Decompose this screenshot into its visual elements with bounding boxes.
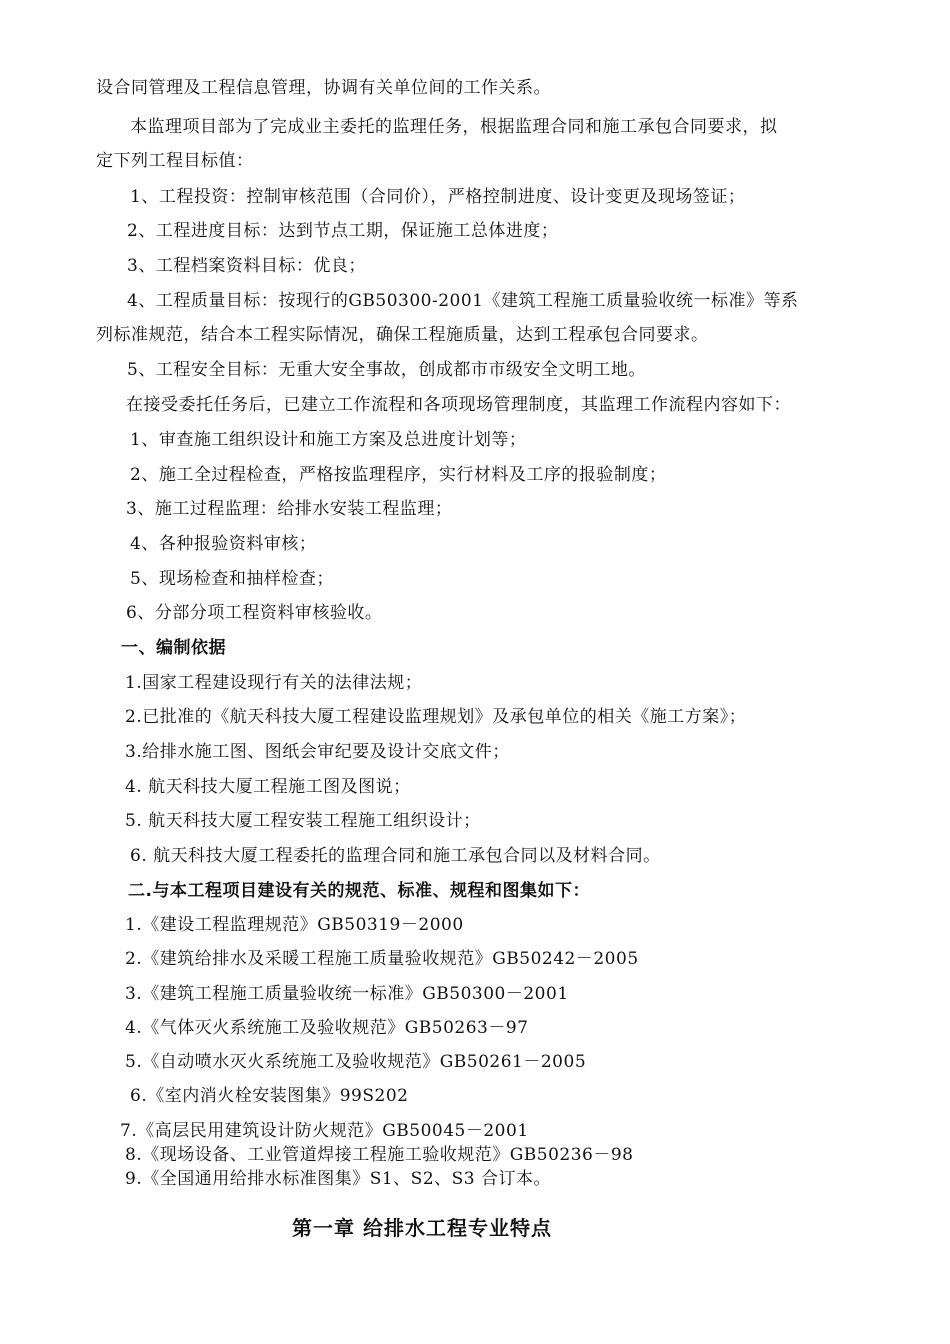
standard-item: 2.《建筑给排水及采暖工程施工质量验收规范》GB50242－2005 [125,949,639,969]
standard-item: 3.《建筑工程施工质量验收统一标准》GB50300－2001 [125,984,569,1004]
standard-item: 7.《高层民用建筑设计防火规范》GB50045－2001 [120,1121,529,1141]
workflow-intro: 在接受委托任务后，已建立工作流程和各项现场管理制度，其监理工作流程内容如下： [126,395,791,415]
standard-item: 1.《建设工程监理规范》GB50319－2000 [125,915,464,935]
target-item: 3、工程档案资料目标：优良； [127,256,366,276]
workflow-item: 6、分部分项工程资料审核验收。 [126,603,383,623]
standard-item: 6.《室内消火栓安装图集》99S202 [130,1086,409,1106]
standard-item: 8.《现场设备、工业管道焊接工程施工验收规范》GB50236－98 [125,1145,634,1165]
target-item: 5、工程安全目标：无重大安全事故，创成都市市级安全文明工地。 [127,360,646,380]
basis-item: 1.国家工程建设现行有关的法律法规； [125,673,423,693]
paragraph-continuation: 设合同管理及工程信息管理，协调有关单位间的工作关系。 [96,78,551,98]
workflow-item: 5、现场检查和抽样检查； [130,569,334,589]
workflow-item: 4、各种报验资料审核； [130,534,317,554]
basis-item: 6. 航天科技大厦工程委托的监理合同和施工承包合同以及材料合同。 [130,846,661,866]
basis-item: 3.给排水施工图、图纸会审纪要及设计交底文件； [125,742,510,762]
target-item-continuation: 列标准规范，结合本工程实际情况，确保工程施质量，达到工程承包合同要求。 [96,325,709,345]
chapter-title: 第一章 给排水工程专业特点 [292,1216,552,1240]
workflow-item: 1、审查施工组织设计和施工方案及总进度计划等； [130,430,527,450]
workflow-item: 3、施工过程监理：给排水安装工程监理； [126,499,453,519]
target-item: 4、工程质量目标：按现行的GB50300-2001《建筑工程施工质量验收统一标准》等系 [127,291,799,311]
target-item: 2、工程进度目标：达到节点工期，保证施工总体进度； [127,221,559,241]
basis-item: 2.已批准的《航天科技大厦工程建设监理规划》及承包单位的相关《施工方案》； [125,707,747,727]
section-heading: 一、编制依据 [121,638,226,658]
basis-item: 4. 航天科技大厦工程施工图及图说； [125,777,411,797]
standard-item: 9.《全国通用给排水标准图集》S1、S2、S3 合订本。 [125,1169,552,1189]
target-item: 1、工程投资：控制审核范围（合同价），严格控制进度、设计变更及现场签证； [130,187,746,207]
standard-item: 5.《自动喷水灭火系统施工及验收规范》GB50261－2005 [125,1052,587,1072]
basis-item: 5. 航天科技大厦工程安装工程施工组织设计； [125,811,481,831]
paragraph-intro-line2: 定下列工程目标值： [96,151,254,171]
workflow-item: 2、施工全过程检查，严格按监理程序，实行材料及工序的报验制度； [130,465,667,485]
section-heading: 二.与本工程项目建设有关的规范、标准、规程和图集如下： [128,881,590,901]
standard-item: 4.《气体灭火系统施工及验收规范》GB50263－97 [125,1018,529,1038]
paragraph-intro-line1: 本监理项目部为了完成业主委托的监理任务，根据监理合同和施工承包合同要求，拟 [130,117,778,137]
